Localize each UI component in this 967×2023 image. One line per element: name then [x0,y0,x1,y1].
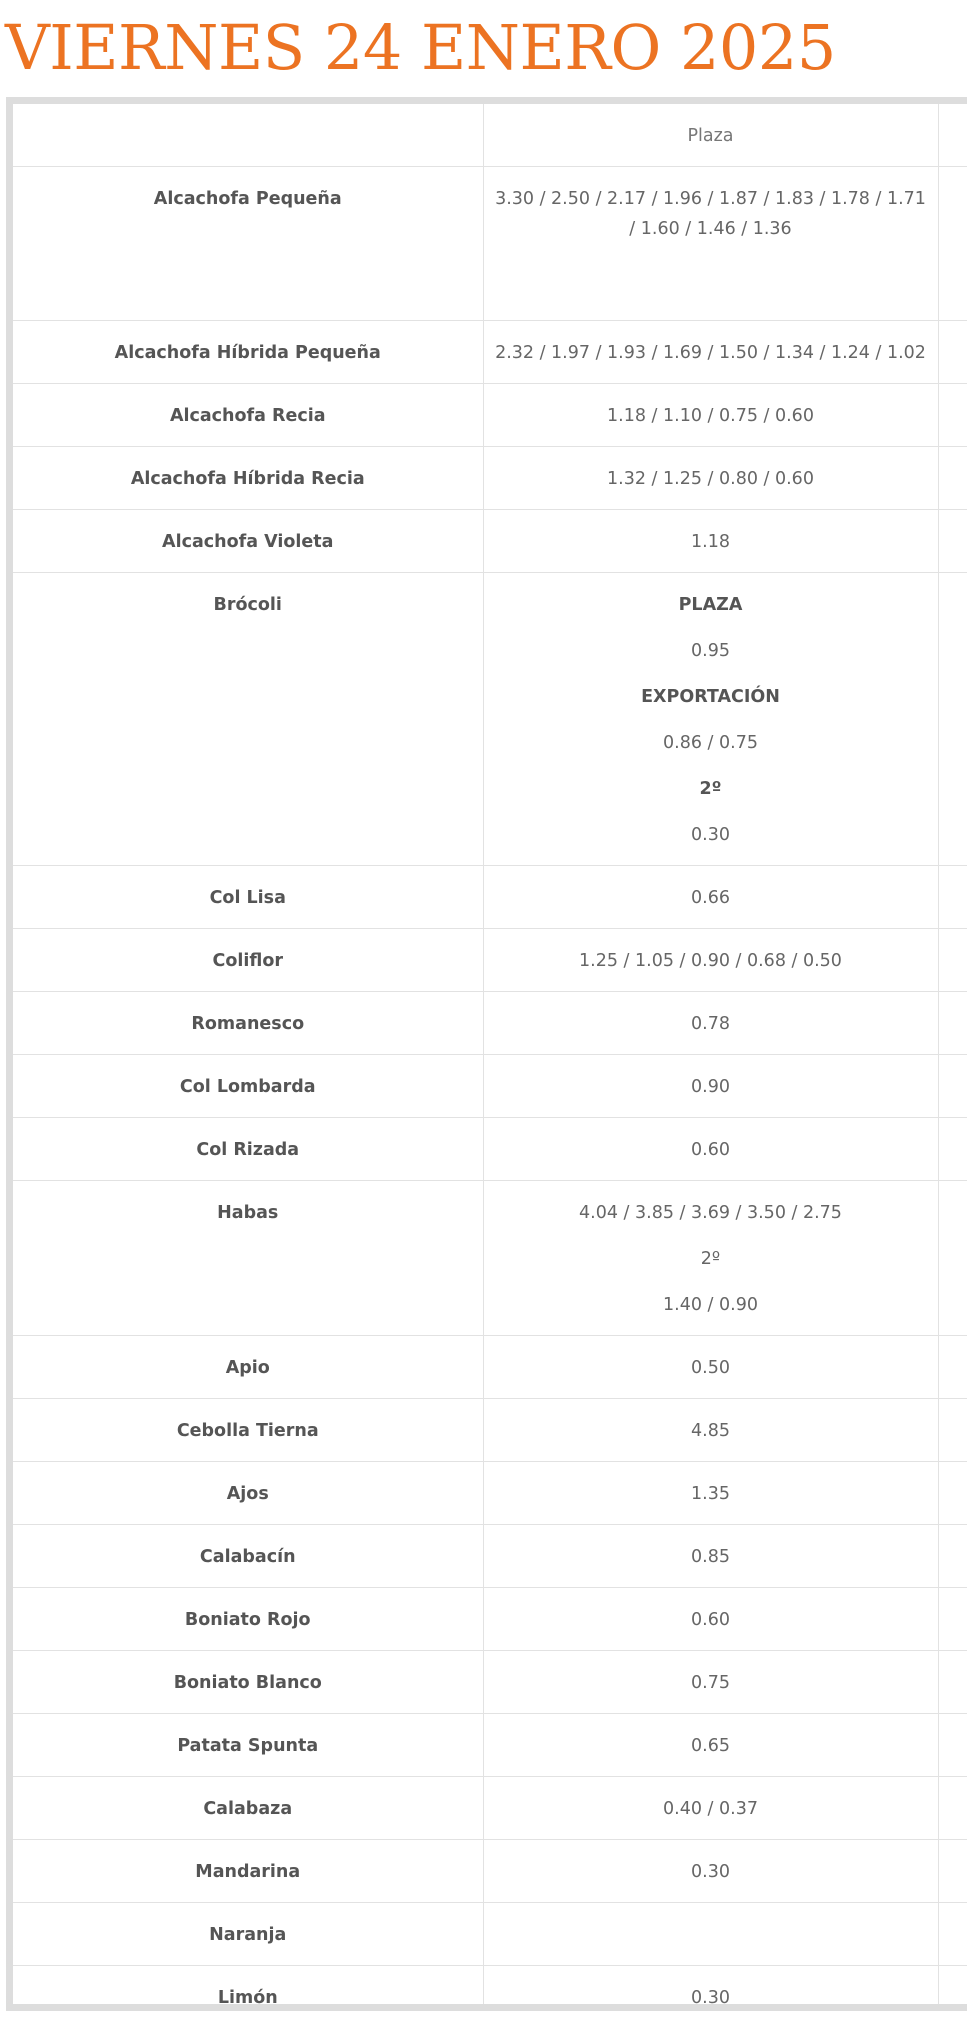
plaza-price-cell [483,866,938,929]
header-product-cell [13,104,483,167]
extra-cell [938,1651,967,1714]
plaza-price-cell [483,1651,938,1714]
extra-cell [938,1399,967,1462]
price-values: 0.65 [691,1736,730,1756]
table-row [13,1462,967,1525]
table-row [13,992,967,1055]
table-row [13,1118,967,1181]
table-row [13,1840,967,1903]
header-extra-cell [938,104,967,167]
product-name-cell: Alcachofa Híbrida Pequeña [13,321,483,384]
price-values: 1.35 [691,1484,730,1504]
product-name-cell: Alcachofa Violeta [13,510,483,573]
extra-cell [938,1462,967,1525]
table-row [13,447,967,510]
product-name-cell: Limón [13,1966,483,2012]
price-table [13,104,967,2011]
extra-cell [938,1336,967,1399]
table-row [13,167,967,321]
price-values: 0.60 [691,1610,730,1630]
price-values: 0.75 [691,1673,730,1693]
table-row [13,1966,967,2012]
extra-cell [938,1714,967,1777]
plaza-price-cell [483,1399,938,1462]
extra-cell [938,1777,967,1840]
product-name-cell: Alcachofa Pequeña [13,167,483,321]
price-values: 2.32 / 1.97 / 1.93 / 1.69 / 1.50 / 1.34 / 1.24 / 1.02 [495,343,926,363]
extra-cell [938,929,967,992]
plaza-price-cell [483,1055,938,1118]
product-name-cell: Calabacín [13,1525,483,1588]
price-section-label: EXPORTACIÓN [641,687,780,707]
price-values: 0.30 [691,1988,730,2008]
extra-cell [938,1181,967,1336]
price-values: 1.32 / 1.25 / 0.80 / 0.60 [607,469,814,489]
price-values: 0.78 [691,1014,730,1034]
table-row [13,1903,967,1966]
price-values: 1.25 / 1.05 / 0.90 / 0.68 / 0.50 [579,951,842,971]
product-name-cell: Romanesco [13,992,483,1055]
plaza-price-cell [483,510,938,573]
plaza-price-cell [483,1588,938,1651]
extra-cell [938,1840,967,1903]
table-row [13,1714,967,1777]
table-row [13,1181,967,1336]
table-row [13,1525,967,1588]
price-values: 0.66 [691,888,730,908]
table-row [13,321,967,384]
plaza-price-cell [483,447,938,510]
price-values: 4.04 / 3.85 / 3.69 / 3.50 / 2.75 [579,1203,842,1223]
extra-cell [938,992,967,1055]
product-name-cell: Col Rizada [13,1118,483,1181]
product-name-cell: Coliflor [13,929,483,992]
plaza-price-cell [483,1777,938,1840]
product-name-cell: Col Lisa [13,866,483,929]
price-values: 0.60 [691,1140,730,1160]
plaza-price-cell [483,1714,938,1777]
price-values: 1.18 / 1.10 / 0.75 / 0.60 [607,406,814,426]
extra-cell [938,167,967,321]
plaza-price-cell [483,321,938,384]
price-values: 0.86 / 0.75 [663,733,758,753]
product-name-cell: Ajos [13,1462,483,1525]
plaza-price-cell [483,1903,938,1966]
price-values: 0.85 [691,1547,730,1567]
price-table-frame [6,97,967,2011]
product-name-cell: Apio [13,1336,483,1399]
plaza-price-cell [483,573,938,866]
extra-cell [938,447,967,510]
price-values: 3.30 / 2.50 / 2.17 / 1.96 / 1.87 / 1.83 / 1.78 / 1.71 / 1.60 / 1.46 / 1.36 [495,189,926,239]
table-row [13,384,967,447]
plaza-price-cell [483,1462,938,1525]
price-section-label: 2º [699,779,722,799]
price-values: 0.90 [691,1077,730,1097]
extra-cell [938,866,967,929]
extra-cell [938,1903,967,1966]
plaza-price-cell [483,384,938,447]
product-name-cell: Brócoli [13,573,483,866]
price-values: 0.50 [691,1358,730,1378]
table-row [13,1399,967,1462]
table-row [13,1336,967,1399]
product-name-cell: Mandarina [13,1840,483,1903]
product-name-cell: Boniato Rojo [13,1588,483,1651]
product-name-cell: Cebolla Tierna [13,1399,483,1462]
extra-cell [938,1525,967,1588]
plaza-price-cell [483,992,938,1055]
table-row [13,1588,967,1651]
table-row [13,1777,967,1840]
extra-cell [938,1118,967,1181]
extra-cell [938,1055,967,1118]
page-title: VIERNES 24 ENERO 2025 [5,11,836,84]
table-row [13,929,967,992]
price-values: 1.40 / 0.90 [663,1295,758,1315]
extra-cell [938,1588,967,1651]
plaza-price-cell [483,1840,938,1903]
plaza-price-cell [483,1966,938,2012]
extra-cell [938,384,967,447]
product-name-cell: Habas [13,1181,483,1336]
extra-cell [938,573,967,866]
product-name-cell: Alcachofa Híbrida Recia [13,447,483,510]
table-row [13,573,967,866]
plaza-price-cell [483,1118,938,1181]
plaza-price-cell [483,929,938,992]
price-values: 0.30 [691,1862,730,1882]
header-plaza-cell: Plaza [483,104,938,167]
table-row [13,1055,967,1118]
plaza-price-cell [483,167,938,321]
price-values: 0.30 [691,825,730,845]
price-values: 1.18 [691,532,730,552]
product-name-cell: Alcachofa Recia [13,384,483,447]
extra-cell [938,321,967,384]
product-name-cell: Patata Spunta [13,1714,483,1777]
price-values: 2º [700,1249,721,1269]
product-name-cell: Boniato Blanco [13,1651,483,1714]
price-values: 0.95 [691,641,730,661]
product-name-cell: Naranja [13,1903,483,1966]
table-row [13,866,967,929]
extra-cell [938,510,967,573]
plaza-price-cell [483,1336,938,1399]
price-values: 0.40 / 0.37 [663,1799,758,1819]
price-section-label: PLAZA [678,595,743,615]
product-name-cell: Col Lombarda [13,1055,483,1118]
table-row [13,1651,967,1714]
plaza-price-cell [483,1525,938,1588]
table-header-row [13,104,967,167]
product-name-cell: Calabaza [13,1777,483,1840]
extra-cell [938,1966,967,2012]
plaza-price-cell [483,1181,938,1336]
table-row [13,510,967,573]
price-values: 4.85 [691,1421,730,1441]
